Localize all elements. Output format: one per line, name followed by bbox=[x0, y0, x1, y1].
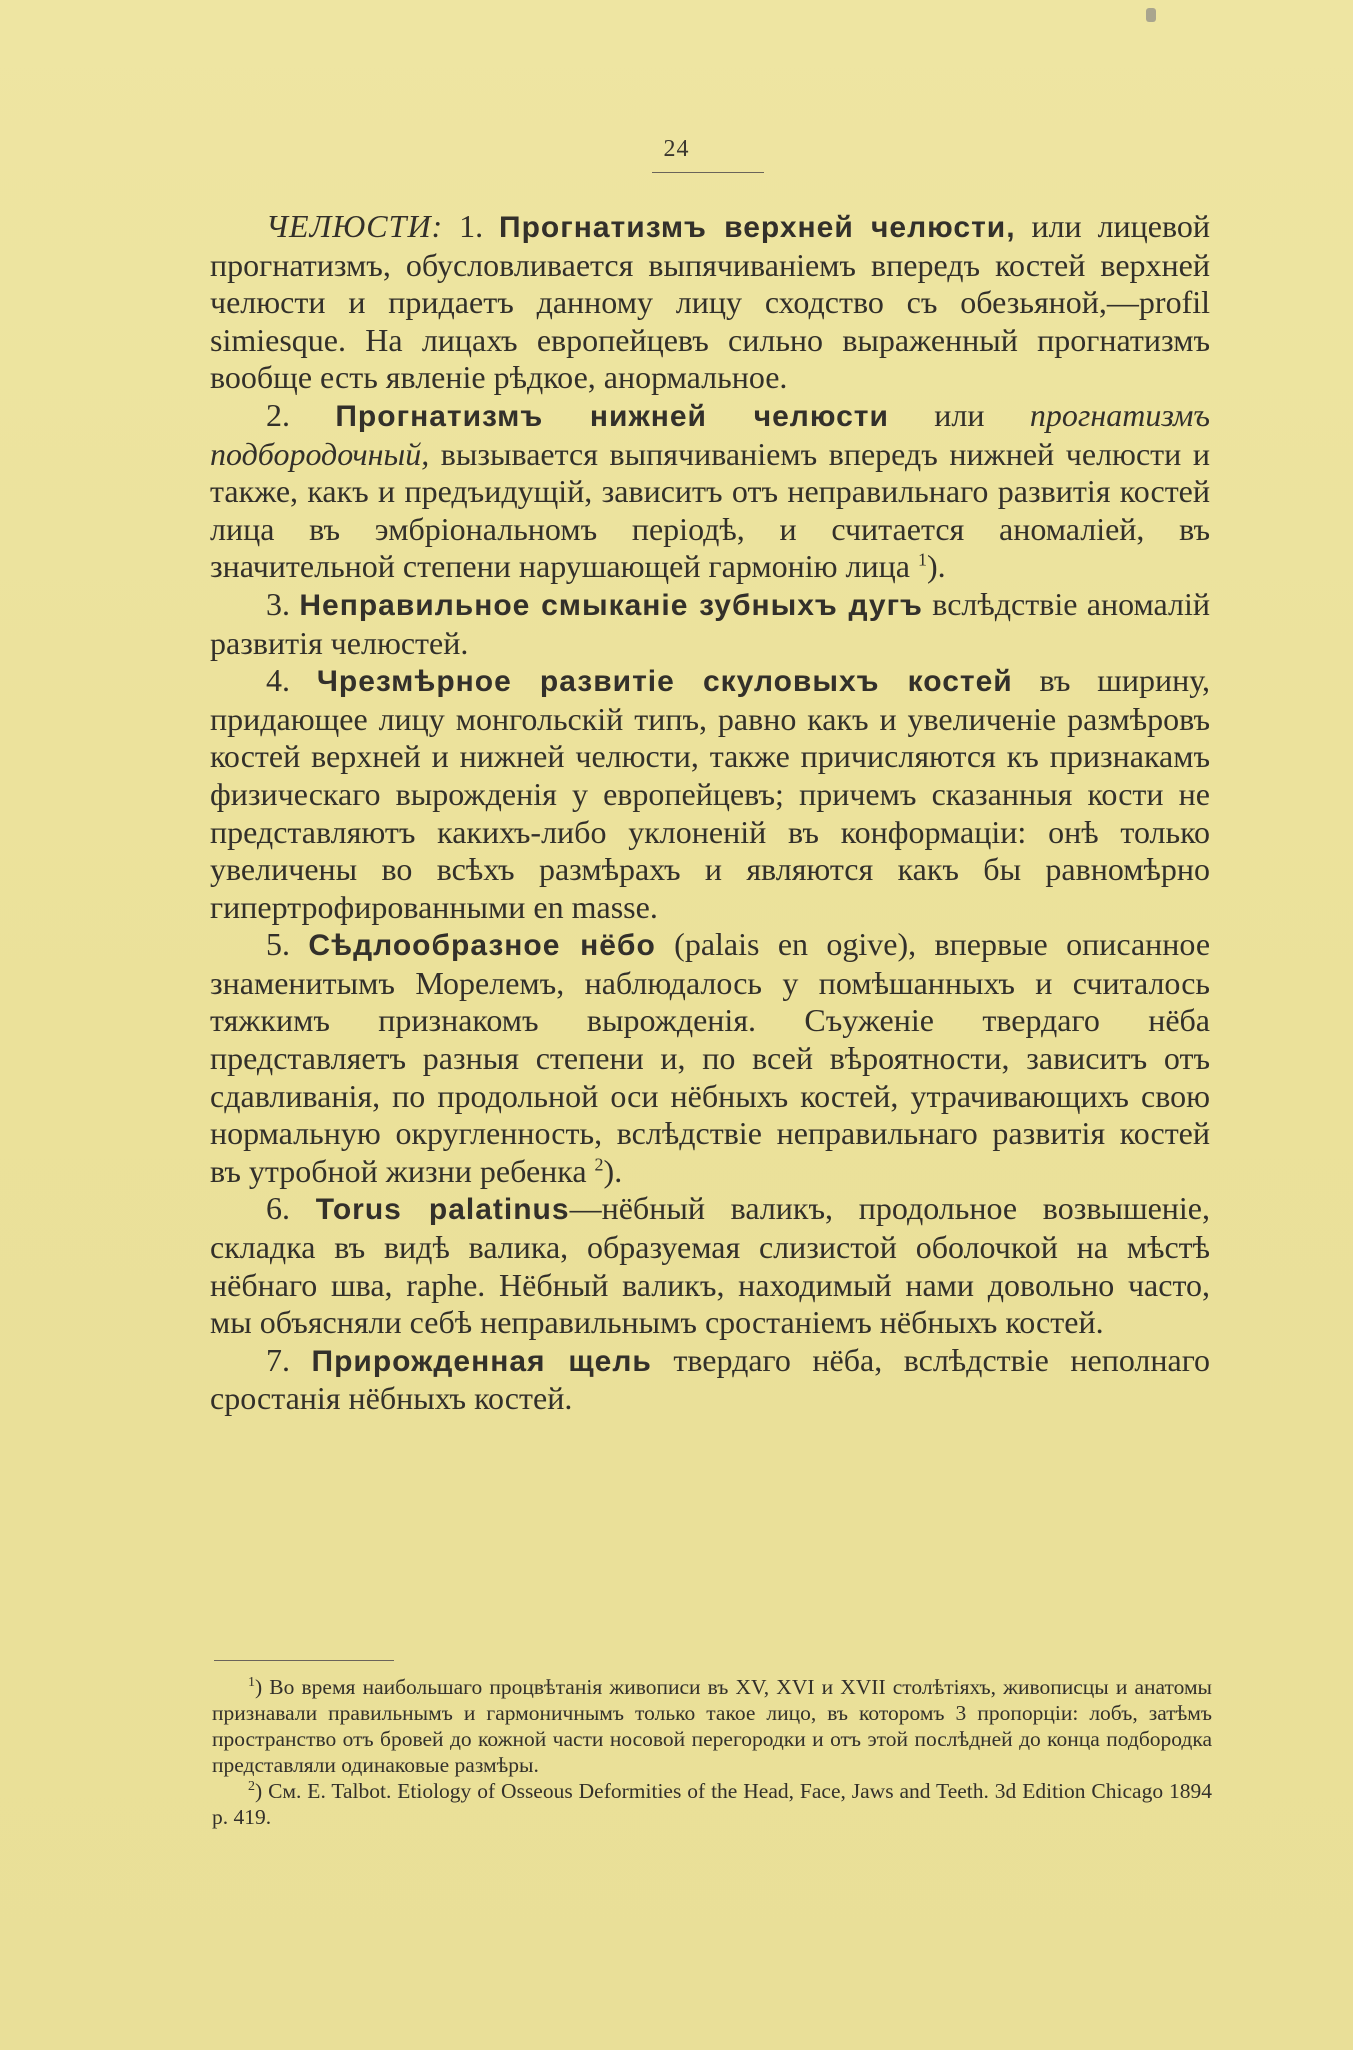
footnote-mark: 2 bbox=[248, 1778, 255, 1794]
item-number: 5. bbox=[266, 926, 290, 963]
item-term: Чрезмѣрное развитіе скуловыхъ костей bbox=[316, 665, 1013, 699]
item-term: Прогнатизмъ нижней челюсти bbox=[335, 399, 889, 433]
item-term-italic: прогнатизмъ подбородочный, bbox=[210, 396, 1211, 472]
ink-smudge bbox=[1146, 8, 1156, 22]
section-heading: ЧЕЛЮСТИ: bbox=[266, 208, 444, 244]
page-number: 24 bbox=[663, 136, 690, 162]
item-text: въ ширину, придающее лицу монгольскій типъ, равно какъ и увеличеніе размѣровъ костей верхней и нижней челюсти, также причисляются къ признакамъ физическаго вырожденія у европейцевъ; причемъ сказанныя кости не представляютъ какихъ-либо уклоненій въ конформаціи: онѣ только увеличены во всѣхъ размѣрахъ и являются какъ бы равномѣрно гипертрофированными en masse. bbox=[210, 662, 1211, 925]
item-text: твердаго нёба, вслѣдствіе неполнаго сростанія нёбныхъ костей. bbox=[210, 1341, 1211, 1417]
item-term: Прогнатизмъ верхней челюсти, bbox=[499, 211, 1016, 244]
item-number: 4. bbox=[266, 662, 290, 699]
paragraph-7 bbox=[210, 1342, 1210, 1418]
item-term: Torus palatinus bbox=[315, 1193, 570, 1227]
item-text-tail: ). bbox=[603, 1152, 623, 1189]
item-text: —нёбный валикъ, продольное возвышеніе, складка въ видѣ валика, образуемая слизистой оболочкой на мѣстѣ нёбнаго шва, raphe. Нёбный валикъ, находимый нами довольно часто, мы объясняли себѣ неправильнымъ сростаніемъ нёбныхъ костей. bbox=[210, 1190, 1210, 1341]
footnote-text: ) Во время наибольшаго процвѣтанія живописи въ XV, XVI и XVII столѣтіяхъ, живописцы и анатомы признавали правильнымъ и гармоничнымъ только такое лицо, въ которомъ 3 пропорціи: лобъ, затѣмъ пространство отъ бровей до кожной части носовой перегородки и отъ этой послѣдней до конца подбородка представляли одинаковые размѣры. bbox=[212, 1675, 1212, 1777]
body-text bbox=[210, 208, 1210, 1418]
footnotes bbox=[212, 1674, 1212, 1830]
footnote-text: ) См. E. Talbot. Etiology of Osseous Deformities of the Head, Face, Jaws and Teeth. 3d Edition Chicago 1894 p. 419. bbox=[212, 1779, 1212, 1829]
item-term: Сѣдлообразное нёбо bbox=[308, 929, 656, 963]
item-connector: или bbox=[888, 396, 1030, 433]
item-number: 6. bbox=[266, 1190, 290, 1227]
item-term: Прирожденная щель bbox=[311, 1344, 652, 1378]
item-text: вызывается выпячиваніемъ впередъ нижней челюсти и также, какъ и предъидущій, зависитъ отъ неправильнаго развитія костей лица въ эмбріональномъ періодѣ, и считается аномаліей, въ значительной степени нарушающей гармонію лица bbox=[210, 435, 1210, 585]
item-text: (palais en ogive), впервые описанное знаменитымъ Морелемъ, наблюдалось у помѣшанныхъ и считалось тяжкимъ признакомъ вырожденія. Съуженіе твердаго нёба представляетъ разныя степени и, по всей вѣроятности, зависитъ отъ сдавливанія, по продольной оси нёбныхъ костей, утрачивающихъ свою нормальную округленность, вслѣдствіе неправильнаго развитія костей въ утробной жизни ребенка bbox=[210, 926, 1211, 1189]
item-text-tail: ). bbox=[926, 548, 946, 585]
paragraph-4 bbox=[210, 662, 1210, 926]
paragraph-5 bbox=[210, 926, 1210, 1190]
item-number: 3. bbox=[266, 585, 290, 622]
footnote-2 bbox=[212, 1778, 1212, 1830]
footnote-ref[interactable]: 1 bbox=[917, 549, 927, 570]
paragraph-3 bbox=[210, 586, 1210, 662]
page-number-rule bbox=[652, 172, 764, 173]
paragraph-1 bbox=[210, 208, 1210, 397]
item-number: 1. bbox=[459, 208, 484, 244]
item-term: Неправильное смыканіе зубныхъ дугъ bbox=[299, 588, 923, 622]
footnote-1 bbox=[212, 1674, 1212, 1778]
item-text: вслѣдствіе аномалій развитія челюстей. bbox=[210, 585, 1211, 661]
item-number: 7. bbox=[266, 1341, 290, 1378]
footnote-mark: 1 bbox=[248, 1674, 255, 1690]
item-text: или лицевой прогнатизмъ, обусловливается выпячиваніемъ впередъ костей верхней челюсти и придаетъ данному лицу сходство съ обезьяной,—profil simiesque. На лицахъ европейцевъ сильно выраженный прогнатизмъ вообще есть явленіе рѣдкое, анормальное. bbox=[210, 208, 1211, 396]
paragraph-6 bbox=[210, 1190, 1210, 1341]
item-number: 2. bbox=[266, 396, 290, 433]
footnote-ref[interactable]: 2 bbox=[594, 1154, 604, 1175]
paragraph-2 bbox=[210, 397, 1210, 586]
footnote-rule bbox=[214, 1660, 394, 1661]
